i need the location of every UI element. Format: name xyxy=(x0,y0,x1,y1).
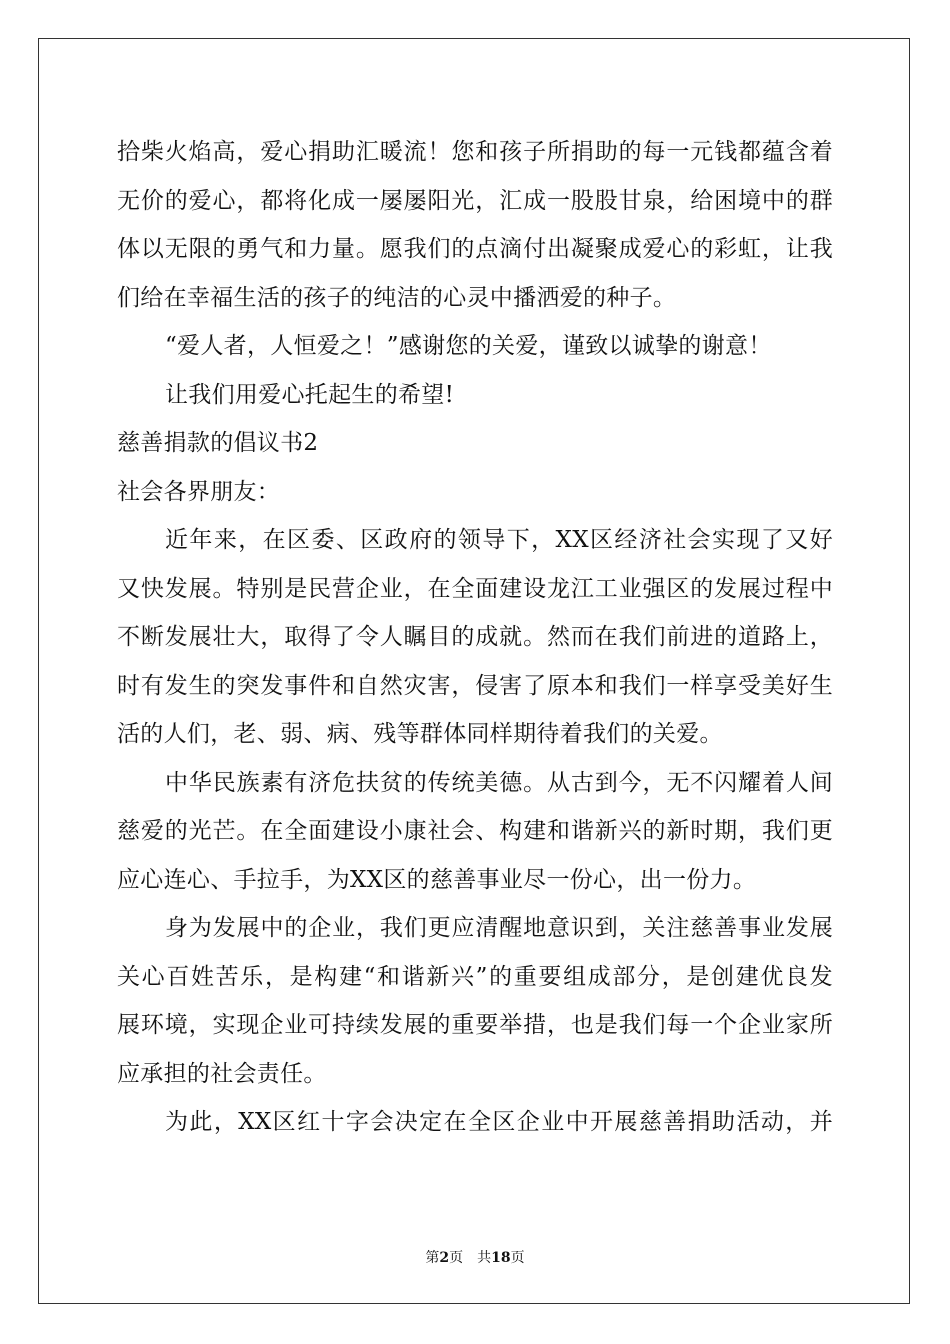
page-current: 2 xyxy=(439,1250,450,1266)
section-heading: 慈善捐款的倡议书2 xyxy=(117,430,319,456)
total-prefix: 共 xyxy=(477,1250,492,1266)
text-line: 不断发展壮大，取得了令人瞩目的成就。然而在我们前进的道路上， xyxy=(117,624,833,650)
text-line: 展环境，实现企业可持续发展的重要举措，也是我们每一个企业家所 xyxy=(117,1012,833,1038)
text-line: 中华民族素有济危扶贫的传统美德。从古到今，无不闪耀着人间 xyxy=(165,769,833,796)
text-line: “爱人者，人恒爱之！”感谢您的关爱，谨致以诚挚的谢意！ xyxy=(165,333,772,359)
text-line: 慈爱的光芒。在全面建设小康社会、构建和谐新兴的新时期，我们更 xyxy=(117,818,833,844)
text-line: 身为发展中的企业，我们更应清醒地意识到，关注慈善事业发展 xyxy=(165,915,833,941)
text-line: 拾柴火焰高，爱心捐助汇暖流！您和孩子所捐助的每一元钱都蕴含着 xyxy=(117,139,833,165)
text-line: 无价的爱心，都将化成一屡屡阳光，汇成一股股甘泉，给困境中的群 xyxy=(117,187,833,214)
page-total: 18 xyxy=(491,1250,511,1266)
text-line: 关心百姓苦乐，是构建“和谐新兴”的重要组成部分，是创建优良发 xyxy=(117,963,833,990)
text-line: 们给在幸福生活的孩子的纯洁的心灵中播洒爱的种子。 xyxy=(117,284,677,311)
text-line: 应心连心、手拉手，为XX区的慈善事业尽一份心，出一份力。 xyxy=(117,866,757,893)
text-line: 时有发生的突发事件和自然灾害，侵害了原本和我们一样享受美好生 xyxy=(117,672,833,699)
text-line: 近年来，在区委、区政府的领导下，XX区经济社会实现了又好 xyxy=(165,527,833,553)
text-line: 为此，XX区红十字会决定在全区企业中开展慈善捐助活动，并 xyxy=(165,1109,833,1135)
text-line: 又快发展。特别是民营企业，在全面建设龙江工业强区的发展过程中 xyxy=(117,575,833,602)
page-suffix: 页 xyxy=(449,1250,464,1266)
text-line: 活的人们，老、弱、病、残等群体同样期待着我们的关爱。 xyxy=(117,721,723,747)
document-body xyxy=(117,128,833,1147)
text-line: 体以无限的勇气和力量。愿我们的点滴付出凝聚成爱心的彩虹，让我 xyxy=(117,236,833,262)
salutation: 社会各界朋友： xyxy=(117,478,281,505)
text-line: 让我们用爱心托起生的希望! xyxy=(165,381,455,408)
page-footer xyxy=(0,1247,950,1267)
total-suffix: 页 xyxy=(510,1250,525,1266)
text-line: 应承担的社会责任。 xyxy=(117,1060,327,1087)
page-prefix: 第 xyxy=(425,1250,440,1266)
